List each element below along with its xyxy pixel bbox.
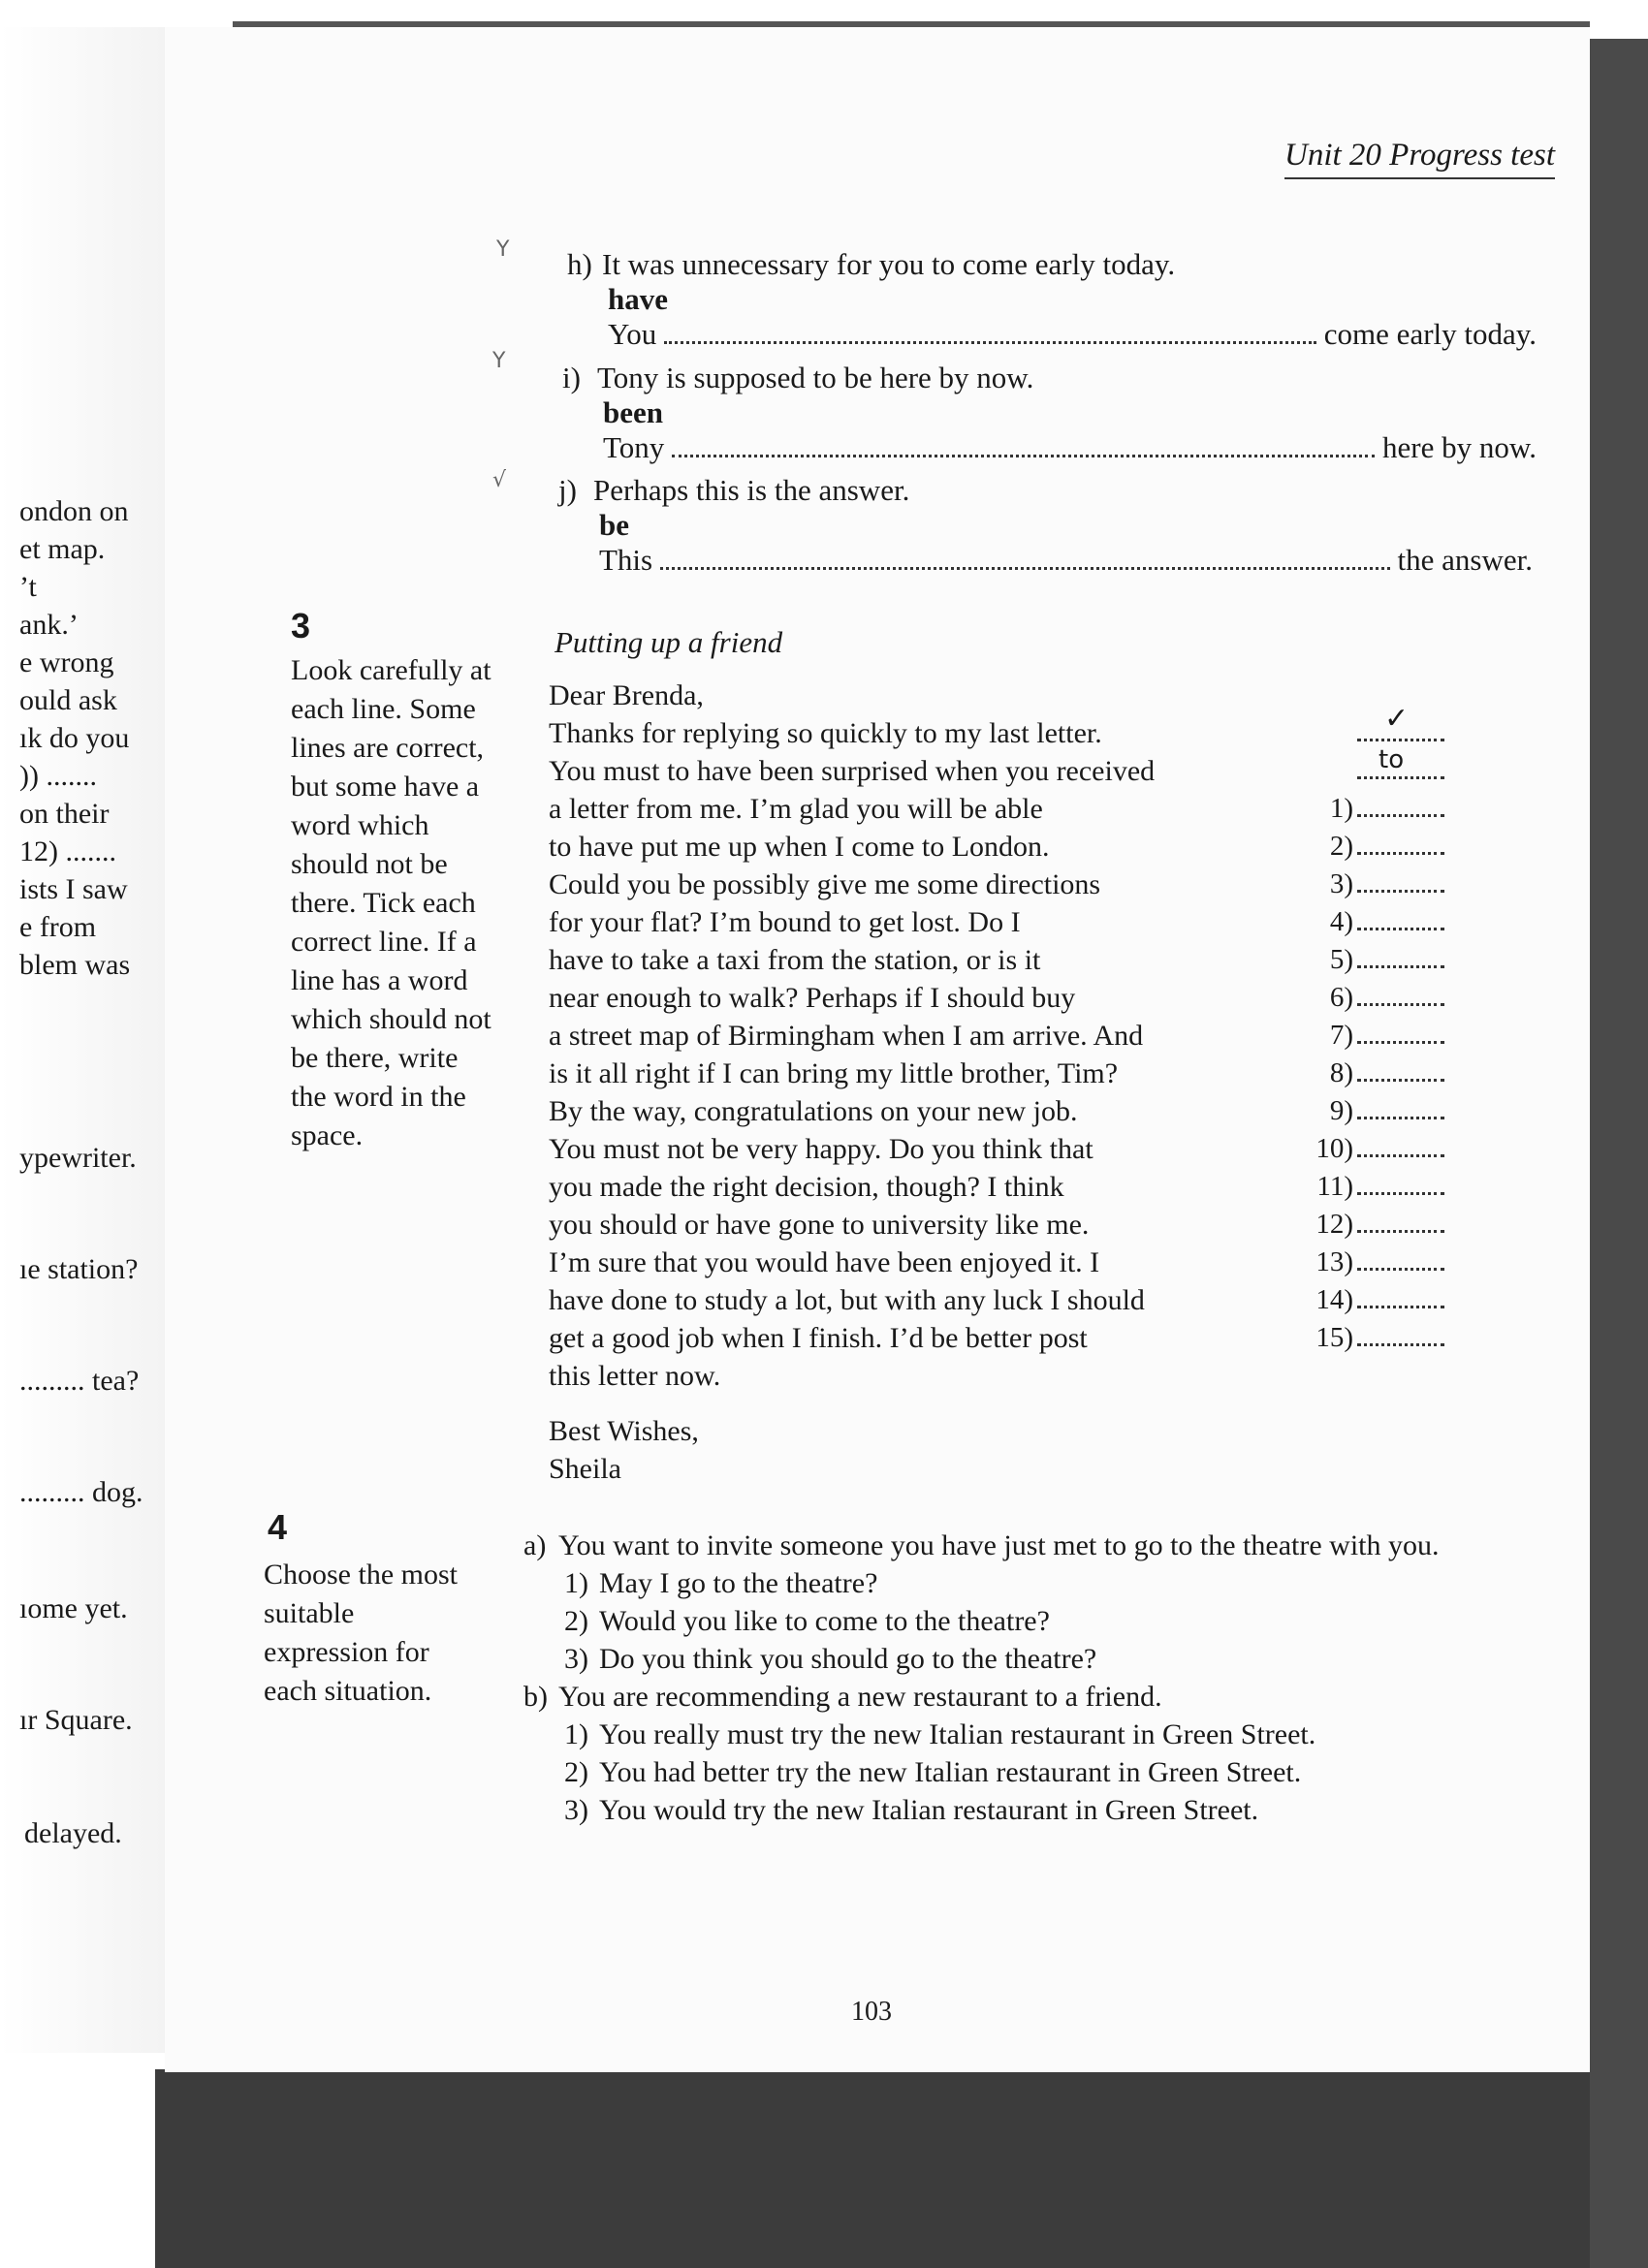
answer-space[interactable] [1357,1213,1444,1233]
option: 3) You would try the new Italian restaurant in Green Street. [564,1794,1259,1826]
instruction-line: line has a word [291,964,468,996]
item-end: here by now. [1382,430,1537,464]
letter-line: Thanks for replying so quickly to my last letter. [549,717,1102,749]
running-header: Unit 20 Progress test [1284,138,1555,179]
answer-label: 11) [1316,1171,1353,1202]
left-fragment: ......... tea? [19,1365,140,1397]
item-start: Tony [603,430,665,464]
answer-space[interactable] [1357,797,1444,817]
option-text[interactable]: Do you think you should go to the theatre? [599,1643,1097,1675]
answer-space[interactable] [1357,1250,1444,1271]
answer-blank[interactable] [672,435,1375,457]
letter-line: You must not be very happy. Do you think that [549,1133,1093,1165]
left-fragment: ......... dog. [19,1476,143,1508]
letter-line: to have put me up when I come to London. [549,831,1050,863]
answer-column [1280,702,1444,1357]
letter-body [549,677,1155,1488]
left-fragment: e wrong [19,646,114,678]
answer-space[interactable] [1357,910,1444,930]
item-keyword: been [603,395,663,429]
option-text[interactable]: Would you like to come to the theatre? [599,1605,1050,1637]
instruction-line: expression for [264,1636,429,1668]
answer-label: 4) [1329,906,1353,937]
option: 2) You had better try the new Italian restaurant in Green Street. [564,1756,1302,1788]
answer-label: 10) [1315,1133,1353,1164]
instruction-line: there. Tick each [291,887,476,919]
margin-mark: Y [492,349,506,373]
instruction-line: Look carefully at [291,654,491,686]
answer-row [1280,1092,1444,1130]
option: 3) Do you think you should go to the theatre? [564,1643,1097,1675]
instruction-line: the word in the [291,1081,466,1113]
letter-line: you should or have gone to university like me. [549,1209,1090,1241]
answer-label: 2) [1329,831,1353,862]
letter-line: a street map of Birmingham when I am arrive. And [549,1020,1144,1052]
instruction-line: space. [291,1119,364,1151]
left-fragment: ’t [19,571,37,603]
answer-blank[interactable] [664,322,1316,344]
letter-line: Could you be possibly give me some directions [549,868,1101,900]
answer-blank[interactable] [660,548,1389,570]
answer-space[interactable] [1357,1024,1444,1044]
item-label: h) [567,247,592,281]
letter-line: have done to study a lot, but with any luck I should [549,1284,1145,1316]
letter-line: get a good job when I finish. I’d be better post [549,1322,1088,1354]
transform-item-i [562,361,1537,465]
option: 1) May I go to the theatre? [564,1567,878,1599]
answer-label: 7) [1329,1020,1353,1051]
option-text[interactable]: You had better try the new Italian restaurant in Green Street. [599,1756,1302,1788]
answer-label: 14) [1315,1284,1353,1315]
left-fragment: on their [19,798,110,830]
situation-prompt: You want to invite someone you have just met to go to the theatre with you. [558,1529,1440,1561]
item-start: You [608,317,657,351]
answer-space[interactable] [1357,1061,1444,1082]
answer-row [1280,1319,1444,1357]
tick-mark: ✓ [1384,702,1410,736]
situation-a [523,1527,1570,1564]
instruction-line: should not be [291,848,448,880]
answer-space[interactable] [1357,702,1444,741]
left-fragment: ık do you [19,722,130,754]
answer-label: 8) [1329,1057,1353,1088]
scan-border-right [1590,39,1648,2268]
left-fragment: ondon on [19,495,129,527]
answer-row [1280,1168,1444,1206]
answer-space[interactable] [1357,1288,1444,1308]
item-label: a) [523,1529,547,1561]
item-label: j) [558,473,577,507]
instruction-line: each situation. [264,1675,432,1707]
scan-border-bottom [155,2069,1590,2268]
item-sentence: Tony is supposed to be here by now. [597,361,1034,394]
instruction-line: Choose the most [264,1559,458,1591]
left-fragment: ists I saw [19,873,128,905]
letter-line: you made the right decision, though? I think [549,1171,1064,1203]
answer-space[interactable] [1357,1326,1444,1346]
answer-row [1280,1055,1444,1092]
option: 2) Would you like to come to the theatre? [564,1605,1050,1637]
instruction-line: be there, write [291,1042,459,1074]
answer-space[interactable] [1357,745,1444,779]
answer-label: 3) [1329,868,1353,899]
letter-line: By the way, congratulations on your new job. [549,1095,1078,1127]
item-label: i) [562,361,581,394]
option-text[interactable]: May I go to the theatre? [599,1567,878,1599]
left-fragment: blem was [19,949,131,981]
answer-space[interactable] [1357,986,1444,1006]
item-keyword: be [599,508,629,542]
answer-row [1280,941,1444,979]
answer-space[interactable] [1357,872,1444,893]
handwritten-answer: to [1379,745,1405,774]
letter-line: have to take a taxi from the station, or is it [549,944,1041,976]
answer-label: 13) [1315,1246,1353,1277]
answer-label: 9) [1329,1095,1353,1126]
left-fragment: e from [19,911,97,943]
answer-row [1280,745,1444,790]
answer-row [1280,790,1444,828]
letter-closing: Best Wishes, [549,1415,699,1447]
answer-label: 15) [1315,1322,1353,1353]
left-fragment: ıe station? [19,1253,139,1285]
answer-row [1280,702,1444,752]
section-3-number: 3 [291,606,311,646]
answer-row [1280,1281,1444,1319]
answer-row [1280,979,1444,1017]
letter-line: I’m sure that you would have been enjoyed it. I [549,1246,1100,1278]
answer-label: 1) [1329,793,1353,824]
answer-row [1280,866,1444,903]
letter-signature: Sheila [549,1453,621,1485]
instruction-line: each line. Some [291,693,476,725]
section-4-number: 4 [268,1507,288,1547]
instruction-line: lines are correct, [291,732,485,764]
left-fragment: )) ....... [19,760,97,792]
left-fragment: ıome yet. [19,1592,128,1624]
answer-row [1280,1206,1444,1244]
letter-line: You must to have been surprised when you received [549,755,1156,787]
item-end: come early today. [1323,317,1537,351]
section-4-instructions [264,1556,496,1711]
left-fragment: ould ask [19,684,117,716]
left-fragment: ypewriter. [19,1142,137,1174]
instruction-line: suitable [264,1597,355,1629]
answer-row [1280,1017,1444,1055]
answer-space[interactable] [1357,948,1444,968]
answer-space[interactable] [1357,1099,1444,1119]
letter-greeting: Dear Brenda, [549,679,704,711]
instruction-line: but some have a [291,771,480,803]
letter-line: this letter now. [549,1360,721,1392]
page-number: 103 [851,1997,892,2027]
option-text[interactable]: You really must try the new Italian restaurant in Green Street. [599,1718,1316,1750]
answer-label: 12) [1315,1209,1353,1240]
item-keyword: have [608,282,668,316]
situation-b [523,1678,1570,1716]
item-end: the answer. [1397,543,1533,577]
letter-line: for your flat? I’m bound to get lost. Do I [549,906,1021,938]
item-start: This [599,543,653,577]
margin-mark: √ [492,468,507,492]
answer-space[interactable] [1357,1175,1444,1195]
transform-item-h [567,247,1537,352]
option: 1) You really must try the new Italian restaurant in Green Street. [564,1718,1316,1750]
letter-line: near enough to walk? Perhaps if I should buy [549,982,1076,1014]
instruction-line: word which [291,809,429,841]
item-label: b) [523,1681,548,1713]
answer-row [1280,1130,1444,1168]
item-sentence: Perhaps this is the answer. [593,473,910,507]
option-text[interactable]: You would try the new Italian restaurant in Green Street. [599,1794,1259,1826]
section-3-instructions [291,651,523,1155]
left-page-text-top [19,492,130,984]
answer-label: 6) [1329,982,1353,1013]
transform-item-j [558,473,1533,578]
left-fragment: et map. [19,533,106,565]
letter-line: is it all right if I can bring my little brother, Tim? [549,1057,1119,1089]
answer-row [1280,828,1444,866]
left-fragment: ank.’ [19,609,79,641]
left-fragment: ır Square. [19,1704,133,1736]
answer-label: 5) [1329,944,1353,975]
instruction-line: which should not [291,1003,491,1035]
answer-space[interactable] [1357,835,1444,855]
letter-title: Putting up a friend [555,625,783,659]
letter-line: a letter from me. I’m glad you will be able [549,793,1043,825]
section-4-items [523,1527,1570,1829]
answer-space[interactable] [1357,1137,1444,1157]
left-fragment: delayed. [24,1817,122,1849]
item-sentence: It was unnecessary for you to come early today. [602,247,1176,281]
situation-prompt: You are recommending a new restaurant to a friend. [558,1681,1162,1713]
answer-row [1280,903,1444,941]
instruction-line: correct line. If a [291,926,477,958]
answer-row [1280,1244,1444,1281]
left-fragment: 12) ....... [19,835,116,867]
margin-mark: Y [496,237,510,262]
